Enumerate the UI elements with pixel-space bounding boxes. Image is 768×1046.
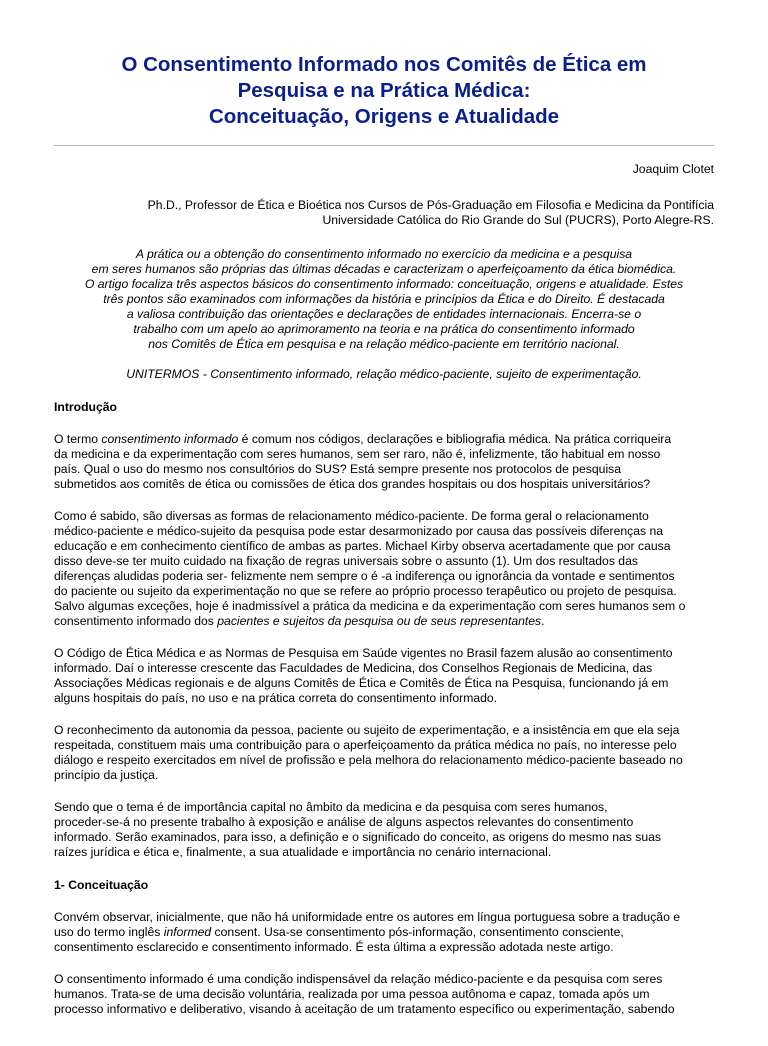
paragraph-line: Salvo algumas exceções, hoje é inadmissível a prática da medicina e da experimentação com seres humanos sem o bbox=[54, 599, 686, 613]
paragraph-line: consentimento esclarecido e consentimento informado. É esta última a expressão adotada neste artigo. bbox=[54, 940, 614, 954]
text-run: . bbox=[541, 614, 545, 628]
title-line: Pesquisa e na Prática Médica: bbox=[237, 79, 531, 102]
abstract bbox=[54, 247, 714, 352]
title-divider bbox=[54, 145, 714, 146]
paragraph-line: O reconhecimento da autonomia da pessoa, paciente ou sujeito de experimentação, e a insistência em que ela seja bbox=[54, 723, 680, 737]
paragraph-line: O Código de Ética Médica e as Normas de Pesquisa em Saúde vigentes no Brasil fazem alusão ao consentimento bbox=[54, 646, 673, 660]
affiliation-line: Universidade Católica do Rio Grande do Sul (PUCRS), Porto Alegre-RS. bbox=[322, 213, 714, 227]
paragraph-line: Como é sabido, são diversas as formas de relacionamento médico-paciente. De forma geral o relacionamento bbox=[54, 509, 649, 523]
paragraph-line: Convém observar, inicialmente, que não há uniformidade entre os autores em língua portuguesa sobre a tradução e bbox=[54, 910, 681, 924]
paragraph-line: processo informativo e deliberativo, visando à aceitação de um tratamento específico ou experimentação, sabendo bbox=[54, 1002, 675, 1016]
abstract-line: em seres humanos são próprias das últimas décadas e caracterizam o aperfeiçoamento da ética biomédica. bbox=[91, 262, 677, 276]
paragraph-line: médico-paciente e médico-sujeito da pesquisa pode estar desarmonizado por causa das possíveis diferenças na bbox=[54, 524, 664, 538]
paragraph bbox=[54, 723, 714, 783]
paragraph bbox=[54, 646, 714, 706]
section-heading-introduction: Introdução bbox=[54, 400, 117, 414]
paragraph-line: alguns hospitais do país, no uso e na prática correta do consentimento informado. bbox=[54, 691, 498, 705]
text-run: é comum nos códigos, declarações e bibliografia médica. Na prática corriqueira bbox=[238, 432, 672, 446]
paragraph bbox=[54, 800, 714, 860]
paragraph-line: informado. Serão examinados, para isso, a definição e o significado do conceito, as origens do mesmo nas suas bbox=[54, 830, 662, 844]
abstract-line: A prática ou a obtenção do consentimento informado no exercício da medicina e a pesquisa bbox=[135, 247, 633, 261]
abstract-line: três pontos são examinados com informações da história e princípios da Ética e do Direito. É destacada bbox=[103, 292, 665, 306]
paragraph-line: disso deve-se ter muito cuidado na fixação de regras universais sobre o assunto (1). Um dos resultados das bbox=[54, 554, 638, 568]
paragraph-line: educação e em conhecimento científico de ambas as partes. Michael Kirby observa acertadamente que por causa bbox=[54, 539, 671, 553]
emphasis-text: consentimento informado bbox=[101, 432, 239, 446]
abstract-line: nos Comitês de Ética em pesquisa e na relação médico-paciente em território nacional. bbox=[148, 337, 620, 351]
paragraph-line: O consentimento informado é uma condição indispensável da relação médico-paciente e da pesquisa com seres bbox=[54, 972, 663, 986]
paragraph-line: respeitada, constituem mais uma contribuição para o aperfeiçoamento da prática médica no país, no interesse pelo bbox=[54, 738, 677, 752]
paragraph-line: Sendo que o tema é de importância capital no âmbito da medicina e da pesquisa com seres humanos, bbox=[54, 800, 608, 814]
article-title bbox=[54, 52, 714, 130]
abstract-line: a valiosa contribuição das orientações e declarações de entidades internacionais. Encerra-se o bbox=[126, 307, 642, 321]
paragraph bbox=[54, 432, 714, 492]
text-run: consentimento informado dos bbox=[54, 614, 218, 628]
title-line: Conceituação, Origens e Atualidade bbox=[208, 105, 560, 128]
paragraph bbox=[54, 910, 714, 955]
paragraph-line bbox=[54, 925, 714, 940]
affiliation-line: Ph.D., Professor de Ética e Bioética nos Cursos de Pós-Graduação em Filosofia e Medicina da Pontifícia bbox=[147, 198, 714, 212]
paragraph-line: país. Qual o uso do mesmo nos consultórios do SUS? Está sempre presente nos protocolos de pesquisa bbox=[54, 462, 622, 476]
paragraph-line: Associações Médicas regionais e de alguns Comitês de Ética e Comitês de Ética na Pesquisa, funcionando já em bbox=[54, 676, 669, 690]
paragraph-line: diálogo e respeito exercitados em nível de profissão e pela melhora do relacionamento médico-paciente baseado no bbox=[54, 753, 683, 767]
paragraph-line: do paciente ou sujeito da experimentação no que se refere ao próprio processo terapêutico ou projeto de pesquisa. bbox=[54, 584, 677, 598]
paragraph-line: humanos. Trata-se de uma decisão voluntária, realizada por uma pessoa autônoma e capaz, tomada após um bbox=[54, 987, 650, 1001]
paragraph-line: informado. Daí o interesse crescente das Faculdades de Medicina, dos Conselhos Regionais de Medicina, das bbox=[54, 661, 653, 675]
paragraph-line: da medicina e da experimentação com seres humanos, sem ser raro, não é, infelizmente, tão habitual em nosso bbox=[54, 447, 661, 461]
text-run: consent. Usa-se consentimento pós-informação, consentimento consciente, bbox=[211, 925, 624, 939]
emphasis-text: pacientes e sujeitos da pesquisa ou de seus representantes bbox=[217, 614, 542, 628]
paragraph-line: princípio da justiça. bbox=[54, 768, 159, 782]
section-heading-conceituacao: 1- Conceituação bbox=[54, 878, 149, 892]
paragraph bbox=[54, 509, 714, 629]
abstract-line: trabalho com um apelo ao aprimoramento na teoria e na prática do consentimento informado bbox=[133, 322, 635, 336]
paragraph-line: raízes jurídica e ética e, finalmente, a sua atualidade e importância no cenário internacional. bbox=[54, 845, 552, 859]
author-affiliation bbox=[114, 198, 714, 228]
abstract-line: O artigo focaliza três aspectos básicos do consentimento informado: conceituação, origens e atualidade. Estes bbox=[84, 277, 684, 291]
paragraph bbox=[54, 972, 714, 1017]
paragraph-line bbox=[54, 614, 714, 629]
text-run: uso do termo inglês bbox=[54, 925, 164, 939]
text-run: O termo bbox=[54, 432, 102, 446]
title-line: O Consentimento Informado nos Comitês de Ética em bbox=[121, 53, 647, 76]
paragraph-line: diferenças aludidas poderia ser- felizmente nem sempre o é -a indiferença ou ignorância da vontade e sentimentos bbox=[54, 569, 675, 583]
paragraph-line: submetidos aos comitês de ética ou comissões de ética dos grandes hospitais ou dos hospitais universitários? bbox=[54, 477, 651, 491]
article-page bbox=[0, 52, 768, 1046]
emphasis-text: informed bbox=[163, 925, 212, 939]
paragraph-line bbox=[54, 432, 714, 447]
uniterms: UNITERMOS - Consentimento informado, relação médico-paciente, sujeito de experimentação. bbox=[126, 367, 642, 381]
paragraph-line: proceder-se-á no presente trabalho à exposição e análise de alguns aspectos relevantes do consentimento bbox=[54, 815, 634, 829]
author-name: Joaquim Clotet bbox=[632, 162, 714, 176]
